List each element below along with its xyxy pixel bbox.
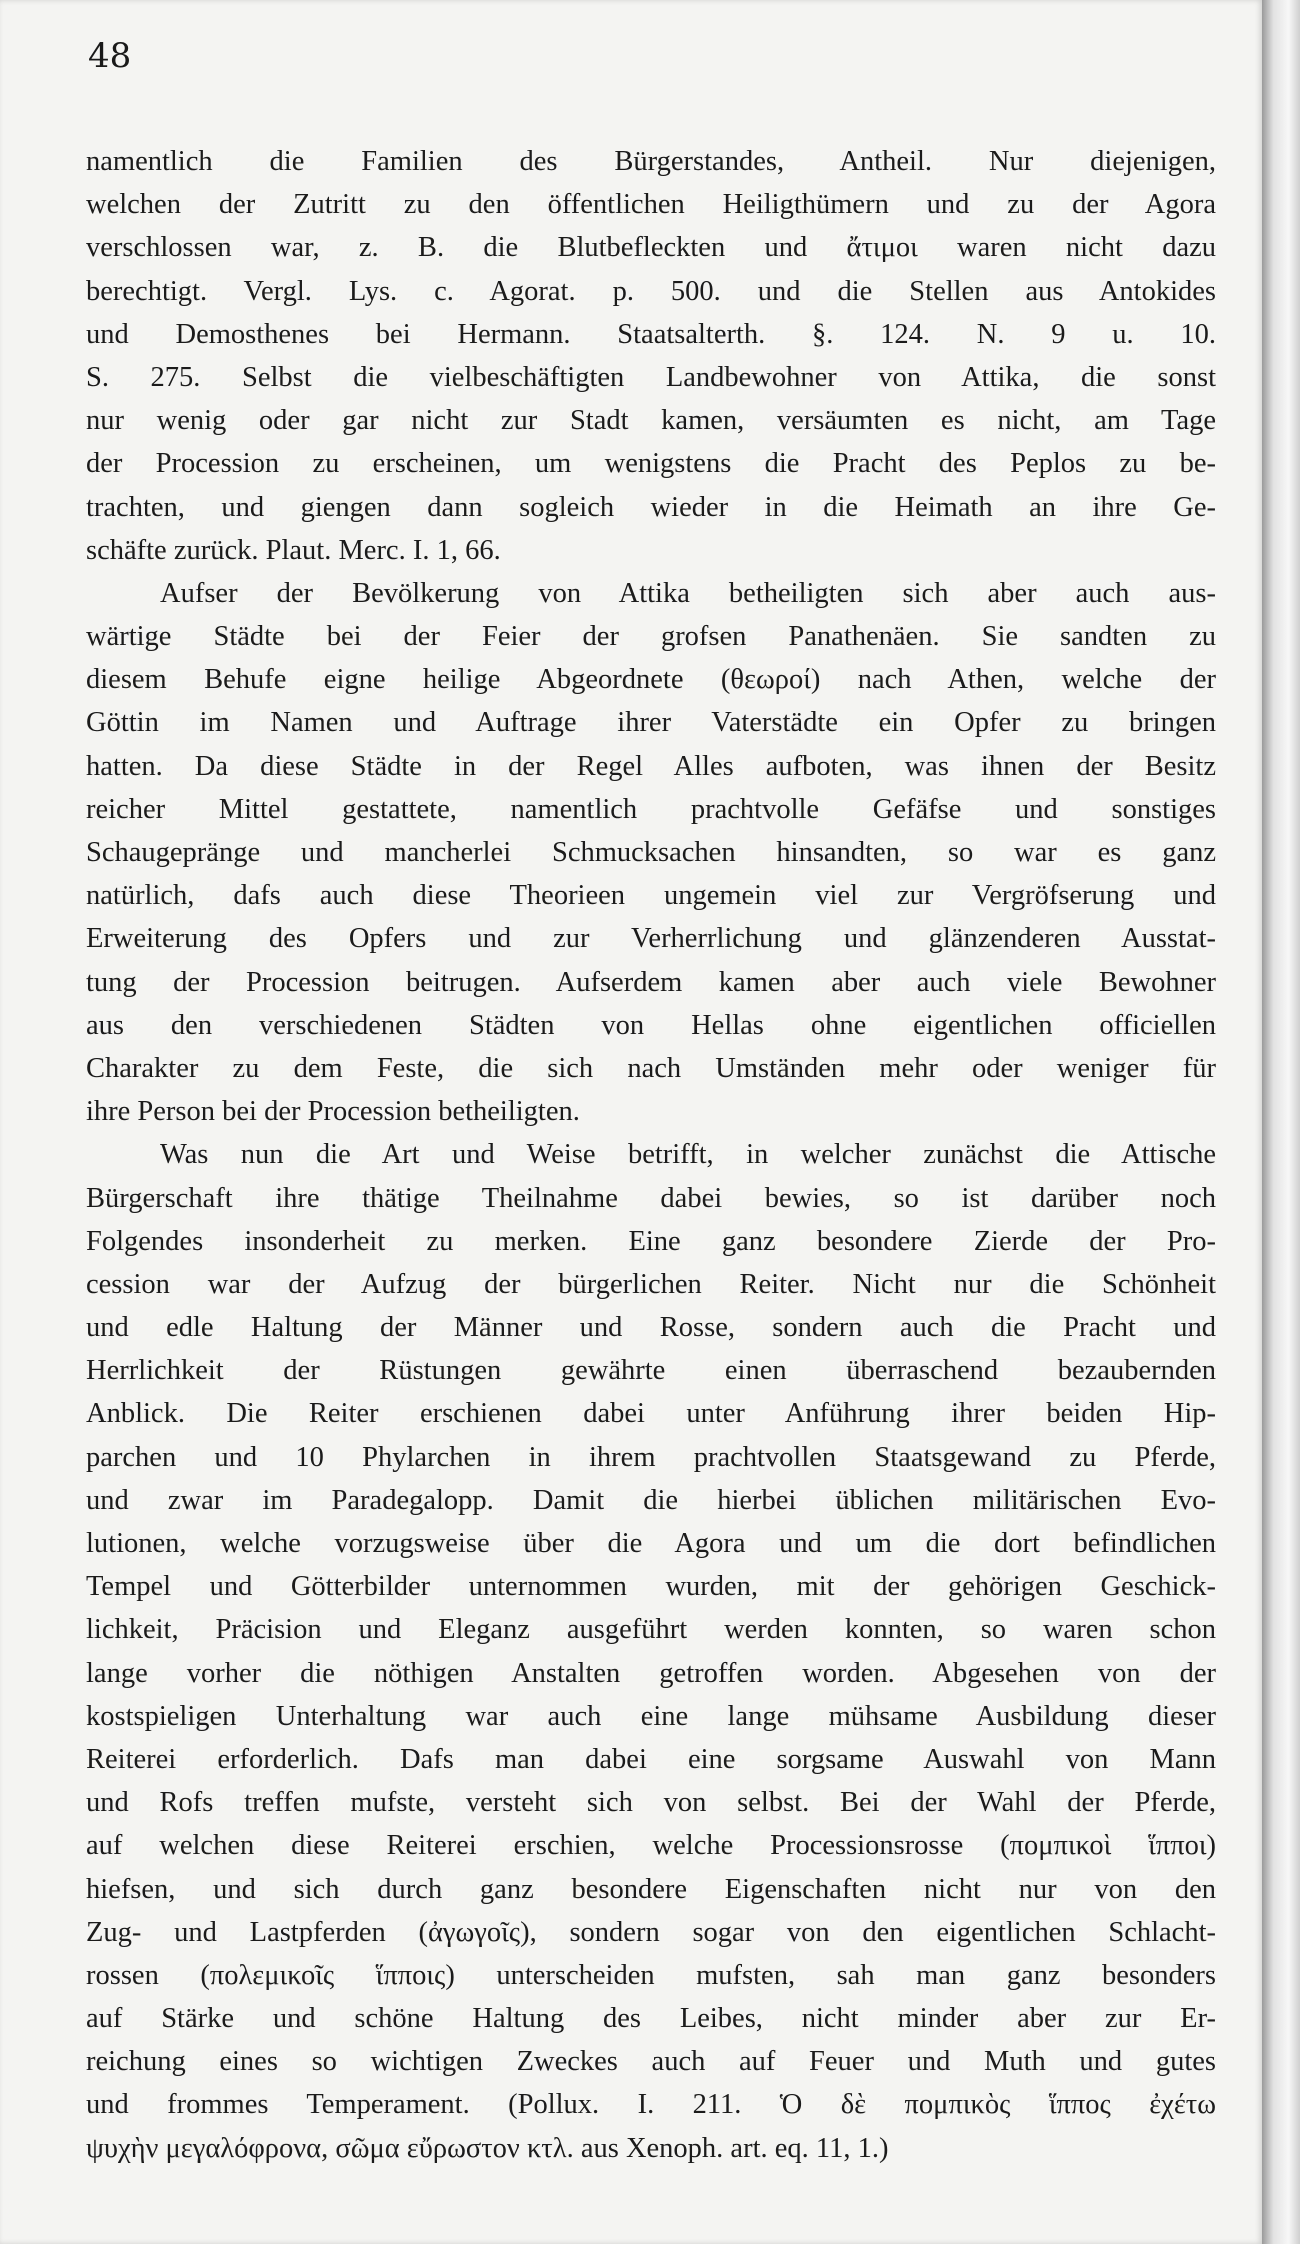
- text-line: ψυχὴν μεγαλόφρονα, σῶμα εὔρωστον κτλ. aus Xenoph. art. eq. 11, 1.): [86, 2132, 889, 2164]
- text-line: Folgendes insonderheit zu merken. Eine ganz besondere Zierde der Pro-: [86, 1225, 1216, 1257]
- text-line: und Rofs treffen mufste, versteht sich von selbst. Bei der Wahl der Pferde,: [86, 1787, 1216, 1819]
- page-number: 48: [88, 36, 132, 76]
- body-text: [86, 140, 1216, 2170]
- text-line: reicher Mittel gestattete, namentlich prachtvolle Gefäfse und sonstiges: [86, 793, 1216, 825]
- text-line: trachten, und giengen dann sogleich wieder in die Heimath an ihre Ge-: [86, 491, 1216, 523]
- text-line: und Demosthenes bei Hermann. Staatsalterth. §. 124. N. 9 u. 10.: [86, 318, 1216, 350]
- text-line: tung der Procession beitrugen. Aufserdem kamen aber auch viele Bewohner: [86, 966, 1216, 998]
- text-line: Charakter zu dem Feste, die sich nach Umständen mehr oder weniger für: [86, 1052, 1216, 1084]
- text-line: ihre Person bei der Procession betheiligten.: [86, 1096, 580, 1128]
- text-line: S. 275. Selbst die vielbeschäftigten Landbewohner von Attika, die sonst: [86, 361, 1216, 393]
- text-line: verschlossen war, z. B. die Blutbefleckten und ἄτιμοι waren nicht dazu: [86, 232, 1216, 264]
- text-line: cession war der Aufzug der bürgerlichen Reiter. Nicht nur die Schönheit: [86, 1268, 1216, 1300]
- text-line: Schaugepränge und mancherlei Schmucksachen hinsandten, so war es ganz: [86, 837, 1216, 868]
- text-line: Reiterei erforderlich. Dafs man dabei eine sorgsame Auswahl von Mann: [86, 1743, 1216, 1775]
- text-line: parchen und 10 Phylarchen in ihrem prachtvollen Staatsgewand zu Pferde,: [86, 1441, 1216, 1473]
- text-line: und zwar im Paradegalopp. Damit die hierbei üblichen militärischen Evo-: [86, 1484, 1216, 1516]
- text-line: Göttin im Namen und Auftrage ihrer Vaterstädte ein Opfer zu bringen: [86, 707, 1216, 739]
- text-line: reichung eines so wichtigen Zweckes auch auf Feuer und Muth und gutes: [86, 2046, 1216, 2078]
- text-line: lichkeit, Präcision und Eleganz ausgeführt werden konnten, so waren schon: [86, 1614, 1216, 1646]
- text-line: diesem Behufe eigne heilige Abgeordnete (θεωροί) nach Athen, welche der: [86, 664, 1216, 696]
- text-line: Aufser der Bevölkerung von Attika betheiligten sich aber auch aus-: [160, 577, 1216, 609]
- text-line: lutionen, welche vorzugsweise über die Agora und um die dort befindlichen: [86, 1528, 1216, 1559]
- text-line: nur wenig oder gar nicht zur Stadt kamen, versäumten es nicht, am Tage: [86, 405, 1216, 437]
- text-line: hatten. Da diese Städte in der Regel Alles aufboten, was ihnen der Besitz: [86, 750, 1216, 782]
- text-line: Bürgerschaft ihre thätige Theilnahme dabei bewies, so ist darüber noch: [86, 1182, 1216, 1214]
- text-line: namentlich die Familien des Bürgerstandes, Antheil. Nur diejenigen,: [86, 146, 1216, 177]
- text-line: wärtige Städte bei der Feier der grofsen Panathenäen. Sie sandten zu: [86, 621, 1216, 653]
- text-line: rossen (πολεμικοῖς ἵπποις) unterscheiden mufsten, sah man ganz besonders: [86, 1959, 1216, 1991]
- text-line: Zug- und Lastpferden (ἀγωγοῖς), sondern sogar von den eigentlichen Schlacht-: [86, 1916, 1216, 1948]
- text-line: welchen der Zutritt zu den öffentlichen Heiligthümern und zu der Agora: [86, 189, 1216, 221]
- text-line: lange vorher die nöthigen Anstalten getroffen worden. Abgesehen von der: [86, 1657, 1216, 1689]
- text-line: aus den verschiedenen Städten von Hellas ohne eigentlichen officiellen: [86, 1009, 1216, 1041]
- text-line: Was nun die Art und Weise betrifft, in welcher zunächst die Attische: [160, 1139, 1216, 1171]
- text-line: Anblick. Die Reiter erschienen dabei unter Anführung ihrer beiden Hip-: [86, 1398, 1216, 1430]
- text-line: schäfte zurück. Plaut. Merc. I. 1, 66.: [86, 534, 501, 566]
- text-line: Herrlichkeit der Rüstungen gewährte einen überraschend bezaubernden: [86, 1355, 1216, 1387]
- text-line: der Procession zu erscheinen, um wenigstens die Pracht des Peplos zu be-: [86, 448, 1216, 480]
- text-line: und frommes Temperament. (Pollux. I. 211. Ὁ δὲ πομπικὸς ἵππος ἐχέτω: [86, 2089, 1216, 2121]
- text-line: Erweiterung des Opfers und zur Verherrlichung und glänzenderen Ausstat-: [86, 923, 1216, 955]
- text-line: Tempel und Götterbilder unternommen wurden, mit der gehörigen Geschick-: [86, 1571, 1216, 1603]
- text-line: und edle Haltung der Männer und Rosse, sondern auch die Pracht und: [86, 1312, 1216, 1344]
- text-line: natürlich, dafs auch diese Theorieen ungemein viel zur Vergröfserung und: [86, 880, 1216, 912]
- text-line: auf welchen diese Reiterei erschien, welche Processionsrosse (πομπικοὶ ἵπποι): [86, 1830, 1216, 1862]
- text-line: kostspieligen Unterhaltung war auch eine lange mühsame Ausbildung dieser: [86, 1700, 1216, 1732]
- text-line: berechtigt. Vergl. Lys. c. Agorat. p. 500. und die Stellen aus Antokides: [86, 275, 1216, 307]
- page-edge: [1262, 0, 1300, 2244]
- text-line: hiefsen, und sich durch ganz besondere Eigenschaften nicht nur von den: [86, 1873, 1216, 1905]
- text-line: auf Stärke und schöne Haltung des Leibes, nicht minder aber zur Er-: [86, 2003, 1216, 2035]
